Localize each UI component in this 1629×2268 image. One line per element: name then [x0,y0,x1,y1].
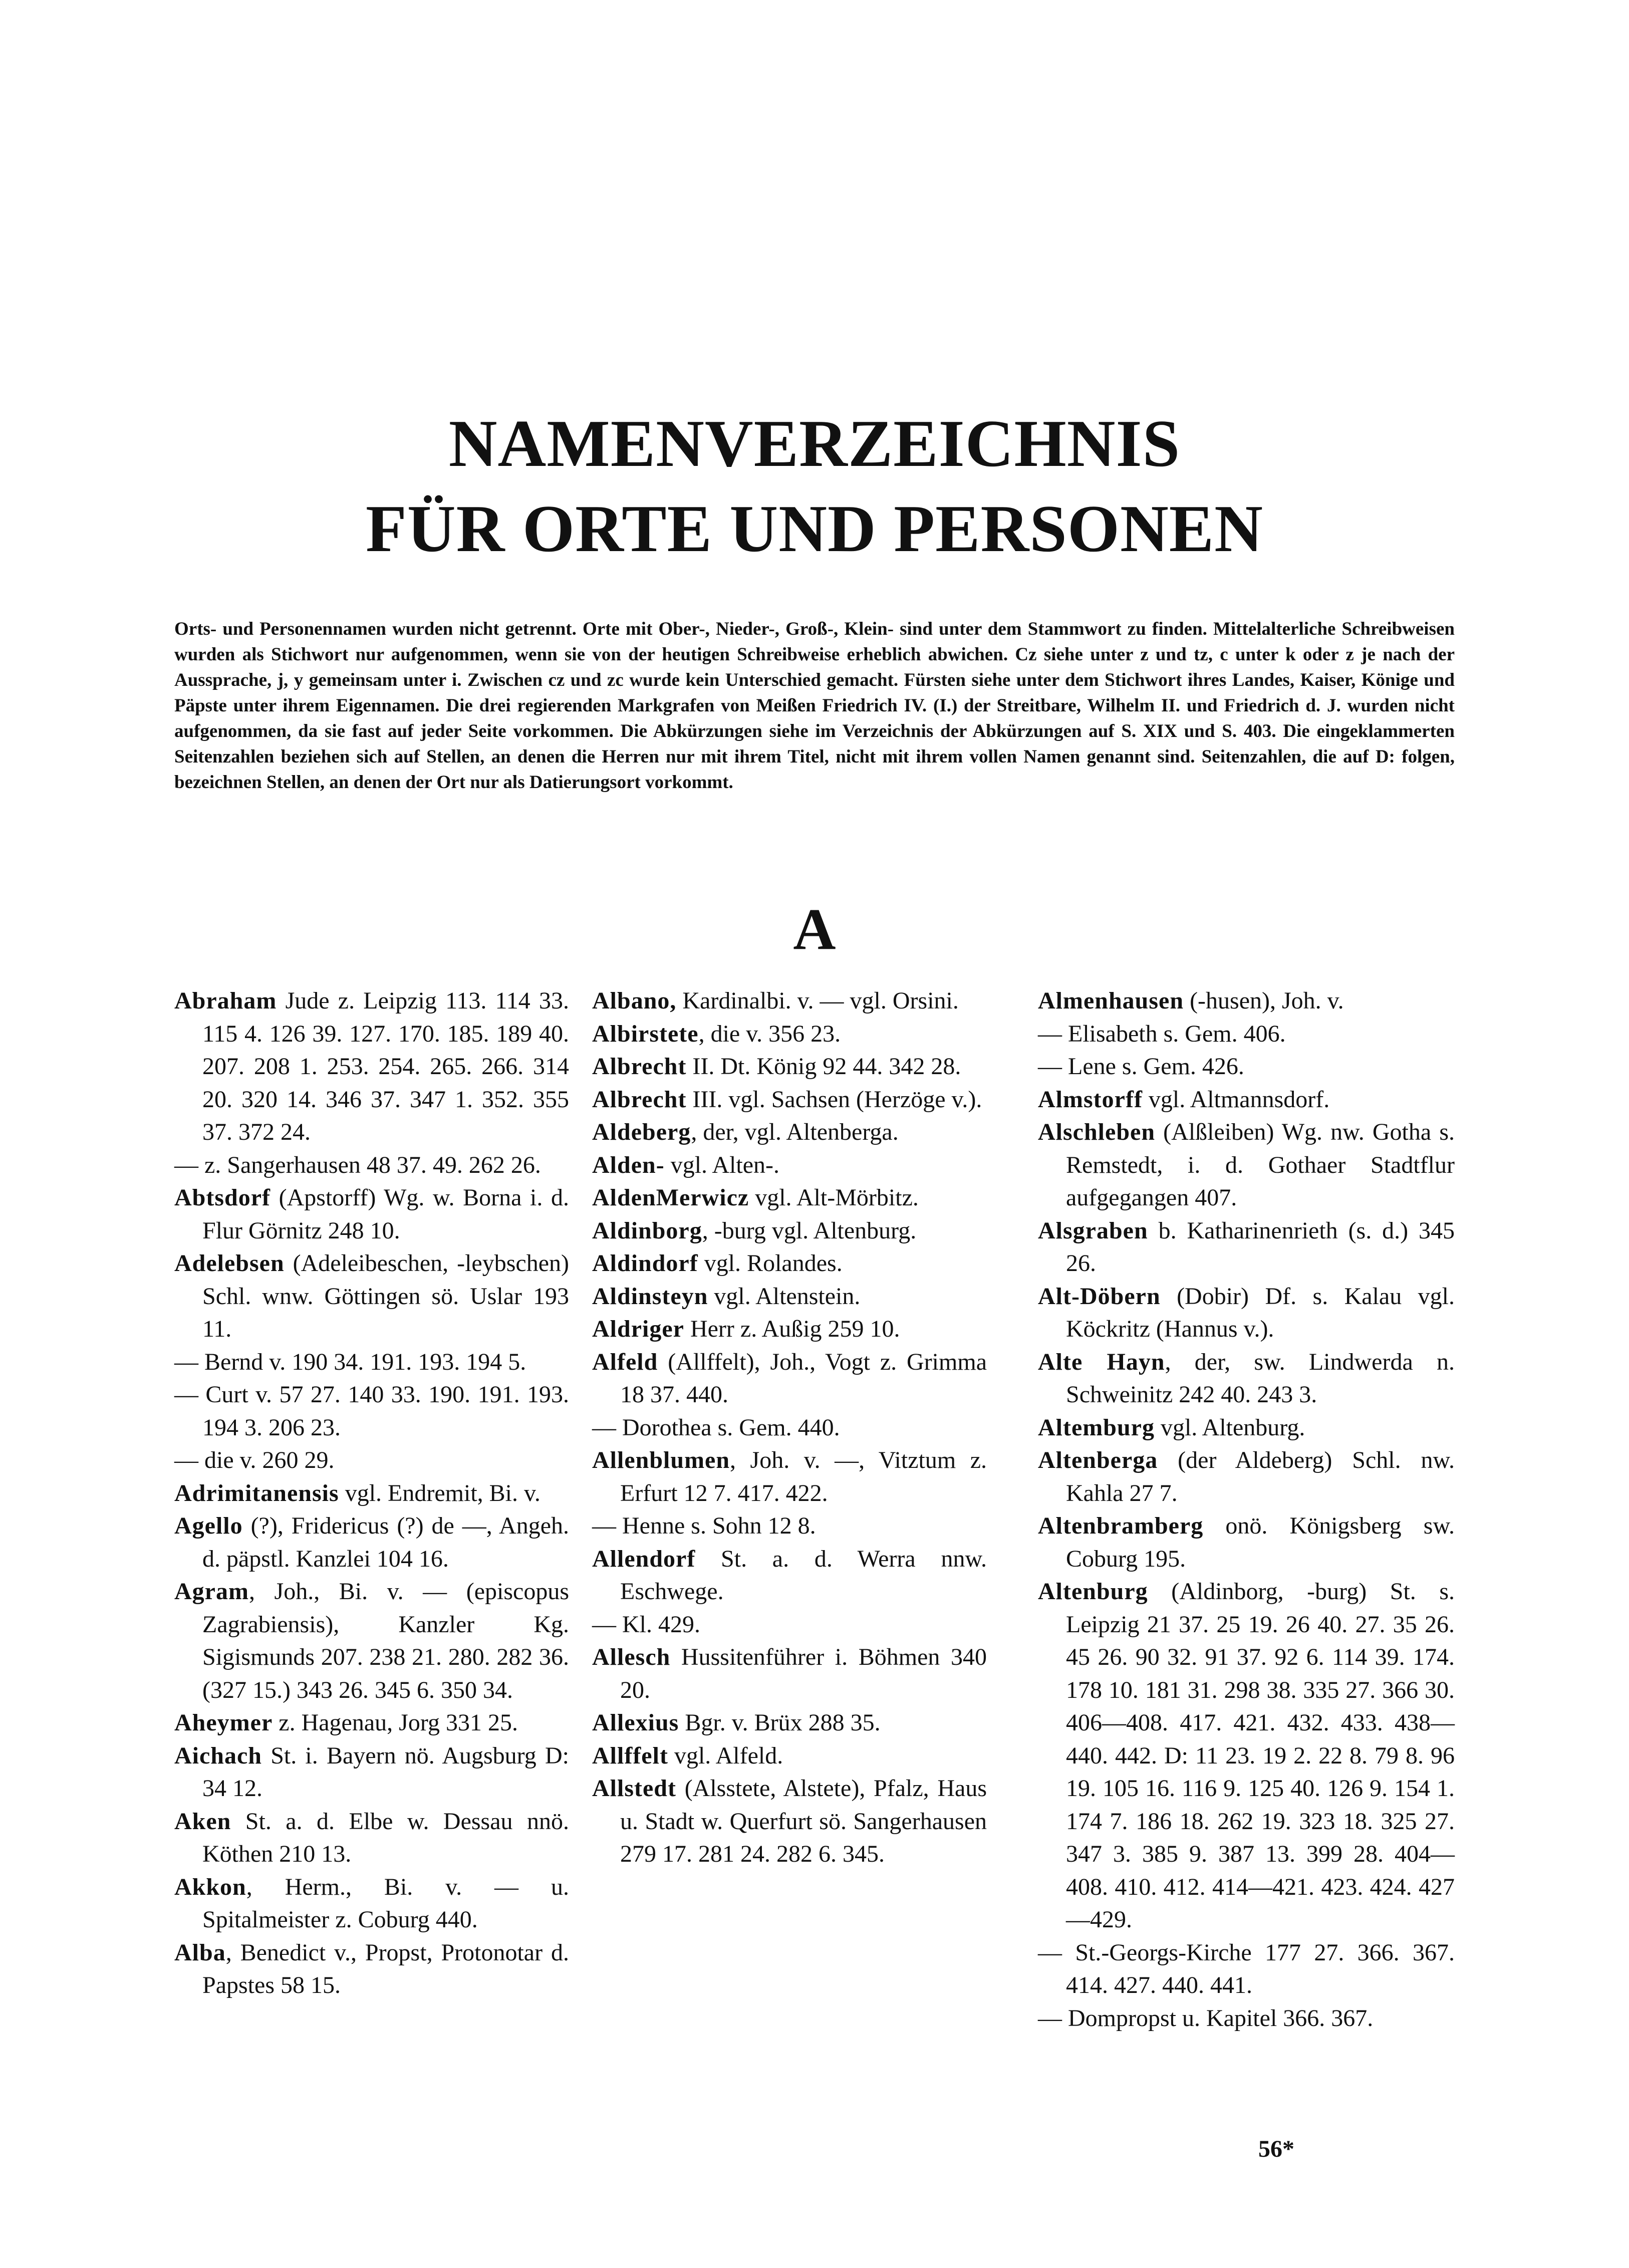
index-entry-text: , Joh., Bi. v. — (episcopus Zagrabiensis), Kanzler Kg. Sigismunds 207. 238 21. 280. 282 36. (327 15.) 343 26. 345 6. 350 34. [202,1578,569,1703]
index-entry [174,1247,569,1346]
index-entry-headword: Alt-Döbern [1038,1283,1161,1310]
index-entry-headword: Aldriger [592,1316,684,1342]
index-entry-text: z. Hagenau, Jorg 331 25. [273,1709,518,1736]
index-entry [1038,1575,1455,1936]
index-entry-text: Kardinalbi. v. — vgl. Orsini. [676,987,959,1014]
index-entry [592,1313,987,1346]
index-entry-text: St. a. d. Werra nnw. Eschwege. [620,1545,987,1605]
index-entry-text: , der, vgl. Altenberga. [691,1119,899,1145]
index-entry-headword: Albano, [592,987,677,1014]
index-entry-text: Bgr. v. Brüx 288 35. [679,1709,881,1736]
index-entry-headword: Aldinsteyn [592,1283,708,1310]
index-entry [174,1181,569,1247]
index-entry-text: Herr z. Außig 259 10. [684,1316,900,1342]
index-entry [592,1739,987,1773]
index-entry-headword: Albirstete [592,1020,699,1047]
index-column-2 [592,984,987,1871]
index-entry [1038,1509,1455,1575]
index-entry [592,1149,987,1182]
index-entry-headword: Allstedt [592,1775,676,1802]
index-entry [174,1149,569,1182]
index-entry-headword: Alte Hayn [1038,1348,1165,1375]
index-entry-text: — St.-Georgs-Kirche 177 27. 366. 367. 414. 427. 440. 441. [1038,1939,1455,1998]
index-entry-text: — z. Sangerhausen 48 37. 49. 262 26. [174,1151,541,1178]
index-entry-headword: Altenburg [1038,1578,1148,1605]
index-entry [174,1444,569,1477]
index-entry [174,1805,569,1871]
index-entry [592,1509,987,1543]
page-number: 56* [1258,2136,1294,2162]
index-entry-text: (Apstorff) Wg. w. Borna i. d. Flur Görnitz 248 10. [202,1184,569,1244]
page-title-line-1: NAMENVERZEICHNIS [448,406,1181,480]
index-entry [174,1936,569,2002]
index-entry-headword: AldenMerwicz [592,1184,749,1211]
index-entry [592,1116,987,1149]
index-entry-text: , -burg vgl. Altenburg. [702,1217,917,1244]
index-entry-headword: Allesch [592,1644,671,1670]
index-column-3 [1038,984,1455,2035]
index-entry [592,984,987,1018]
index-entry [592,1050,987,1083]
index-entry [1038,1018,1455,1051]
index-entry-text: , Benedict v., Propst, Protonotar d. Papstes 58 15. [202,1939,569,1998]
index-entry-headword: Abtsdorf [174,1184,271,1211]
index-entry-text: — Henne s. Sohn 12 8. [592,1513,816,1539]
index-entry-headword: Agram [174,1578,249,1605]
index-entry-headword: Aldindorf [592,1250,698,1277]
index-entry-headword: Altenberga [1038,1447,1158,1473]
index-entry-headword: Adrimitanensis [174,1479,339,1506]
index-entry-text: vgl. Altmannsdorf. [1142,1086,1330,1113]
intro-paragraph: Orts- und Personennamen wurden nicht getrennt. Orte mit Ober-, Nieder-, Groß-, Klein- sind unter dem Stammwort zu finden. Mittelalterliche Schreibweisen wurden als Stichwort nur aufgenommen, wenn sie von der heutigen Schreibweise erheblich abwichen. Cz siehe unter z und tz, c unter k oder z je nach der Aussprache, j, y gemeinsam unter i. Zwischen cz und zc wurde kein Unterschied gemacht. Fürsten siehe unter dem Stichwort ihres Landes, Kaiser, Könige und Päpste unter ihrem Eigennamen. Die drei regierenden Markgrafen von Meißen Friedrich IV. (I.) der Streitbare, Wilhelm II. und Friedrich d. J. wurden nicht aufgenommen, da sie fast auf jeder Seite vorkommen. Die Abkürzungen siehe im Verzeichnis der Abkürzungen auf S. XIX und S. 403. Die eingeklammerten Seitenzahlen beziehen sich auf Stellen, an denen die Herren nur mit ihrem Titel, nicht mit ihrem vollen Namen genannt sind. Seitenzahlen, die auf D: folgen, bezeichnen Stellen, an denen der Ort nur als Datierungsort vorkommt. [174,619,1455,793]
index-entry-headword: Aichach [174,1742,262,1769]
index-entry [592,1543,987,1608]
index-entry [1038,1936,1455,2002]
index-entry-text: vgl. Endremit, Bi. v. [339,1479,540,1506]
index-entry-text: Hussitenführer i. Böhmen 340 20. [620,1644,987,1703]
index-entry [174,1346,569,1379]
index-entry-text: — Dorothea s. Gem. 440. [592,1414,840,1441]
index-entry-headword: Altemburg [1038,1414,1155,1441]
index-entry-headword: Adelebsen [174,1250,285,1277]
index-entry-headword: Akkon [174,1873,246,1900]
index-entry [592,1641,987,1706]
index-entry-text: — Curt v. 57 27. 140 33. 190. 191. 193. 194 3. 206 23. [174,1381,569,1441]
index-entry [174,1739,569,1805]
index-entry [592,1214,987,1247]
index-entry [1038,1444,1455,1509]
index-entry-headword: Allenblumen [592,1447,730,1473]
index-entry-text: (Adeleibeschen, -leybschen) Schl. wnw. Göttingen sö. Uslar 193 11. [202,1250,569,1342]
index-column-1 [174,984,569,2002]
index-entry [592,1608,987,1641]
index-entry [1038,1346,1455,1411]
index-entry-headword: Aldeberg [592,1119,691,1145]
index-entry-text: vgl. Altenburg. [1154,1414,1305,1441]
index-entry [1038,1280,1455,1346]
index-entry [592,1280,987,1313]
index-entry [1038,1050,1455,1083]
index-entry-headword: Aken [174,1808,231,1835]
index-entry-text: — Elisabeth s. Gem. 406. [1038,1020,1286,1047]
index-entry [174,1509,569,1575]
index-entry-headword: Alfeld [592,1348,658,1375]
index-entry [592,1247,987,1280]
index-entry [1038,1411,1455,1444]
index-entry-headword: Albrecht [592,1086,687,1113]
index-entry-headword: Almstorff [1038,1086,1143,1113]
index-entry [174,984,569,1149]
index-entry-text: vgl. Rolandes. [698,1250,843,1277]
index-entry-text: vgl. Altenstein. [708,1283,861,1310]
index-entry [1038,1116,1455,1214]
index-entry-headword: Allendorf [592,1545,696,1572]
index-entry-headword: Alschleben [1038,1119,1156,1145]
index-entry-text: vgl. Alt-Mörbitz. [749,1184,919,1211]
index-entry [592,1772,987,1871]
index-entry-headword: Alsgraben [1038,1217,1148,1244]
index-entry [174,1871,569,1936]
index-entry-text: b. Katharinenrieth (s. d.) 345 26. [1066,1217,1455,1277]
index-entry [592,1411,987,1444]
section-letter-heading: A [793,896,836,962]
index-entry-text: (der Aldeberg) Schl. nw. Kahla 27 7. [1066,1447,1455,1506]
index-entry-headword: Almenhausen [1038,987,1184,1014]
index-entry-headword: Agello [174,1513,243,1539]
index-entry [174,1706,569,1739]
index-entry [174,1575,569,1706]
index-entry-headword: Aheymer [174,1709,273,1736]
index-entry-headword: Allffelt [592,1742,668,1769]
index-entry-text: (Dobir) Df. s. Kalau vgl. Köckritz (Hannus v.). [1066,1283,1455,1342]
index-entry [592,1083,987,1116]
index-entry-text: , Joh. v. —, Vitztum z. Erfurt 12 7. 417. 422. [620,1447,987,1506]
index-entry-headword: Aldinborg [592,1217,702,1244]
index-entry-text: (Aldinborg, -burg) St. s. Leipzig 21 37. 25 19. 26 40. 27. 35 26. 45 26. 90 32. 91 37. 92 6. 114 39. 174. 178 10. 181 31. 298 38. 335 27. 366 30. 406—408. 417. 421. 432. 433. 438—440. 442. D: 11 23. 19 2. 22 8. 79 8. 96 19. 105 16. 116 9. 125 40. 126 9. 154 1. 174 7. 186 18. 262 19. 323 18. 325 27. 347 3. 385 9. 387 13. 399 28. 404—408. 410. 412. 414—421. 423. 424. 427—429. [1066,1578,1455,1933]
index-entry-headword: Allexius [592,1709,679,1736]
index-entry [174,1477,569,1510]
index-entry-headword: Alba [174,1939,226,1966]
index-entry-text: — Bernd v. 190 34. 191. 193. 194 5. [174,1348,526,1375]
index-entry-text: — Lene s. Gem. 426. [1038,1053,1244,1080]
index-entry [592,1018,987,1051]
index-entry-text: St. a. d. Elbe w. Dessau nnö. Köthen 210 13. [202,1808,569,1867]
index-entry-text: — Kl. 429. [592,1611,700,1638]
index-entry-text: St. i. Bayern nö. Augsburg D: 34 12. [202,1742,569,1802]
page-title-line-2: FÜR ORTE UND PERSONEN [366,491,1263,566]
index-entry [592,1444,987,1509]
index-entry-text: III. vgl. Sachsen (Herzöge v.). [686,1086,982,1113]
index-entry-headword: Albrecht [592,1053,687,1080]
index-entry-text: vgl. Alten-. [664,1151,779,1178]
index-entry-text: (?), Fridericus (?) de —, Angeh. d. päpstl. Kanzlei 104 16. [202,1513,569,1572]
index-entry-text: — die v. 260 29. [174,1447,335,1473]
index-entry-text: Jude z. Leipzig 113. 114 33. 115 4. 126 39. 127. 170. 185. 189 40. 207. 208 1. 253. 254. 265. 266. 314 20. 320 14. 346 37. 347 1. 352. 355 37. 372 24. [202,987,569,1145]
index-entry [1038,1083,1455,1116]
index-entry [1038,984,1455,1018]
index-entry-headword: Alden- [592,1151,665,1178]
index-entry-headword: Abraham [174,987,277,1014]
index-entry-text: (-husen), Joh. v. [1184,987,1344,1014]
index-entry [1038,1214,1455,1280]
index-columns [174,984,1455,2127]
index-entry [592,1346,987,1411]
index-entry-text: — Dompropst u. Kapitel 366. 367. [1038,2004,1374,2032]
index-entry [1038,2002,1455,2035]
index-entry-text: , die v. 356 23. [698,1020,841,1047]
index-entry [174,1378,569,1444]
index-entry-headword: Altenbramberg [1038,1513,1204,1539]
index-entry-text: II. Dt. König 92 44. 342 28. [686,1053,961,1080]
index-entry-text: , der, sw. Lindwerda n. Schweinitz 242 40. 243 3. [1066,1348,1455,1408]
index-entry-text: , Herm., Bi. v. — u. Spitalmeister z. Coburg 440. [202,1873,569,1933]
index-entry-text: vgl. Alfeld. [668,1742,783,1769]
index-entry-text: (Alsstete, Alstete), Pfalz, Haus u. Stadt w. Querfurt sö. Sangerhausen 279 17. 281 24. 282 6. 345. [620,1775,987,1867]
index-entry [592,1181,987,1214]
index-entry-text: (Alßleiben) Wg. nw. Gotha s. Remstedt, i. d. Gothaer Stadtflur aufgegangen 407. [1066,1119,1455,1211]
index-entry-text: (Allffelt), Joh., Vogt z. Grimma 18 37. 440. [620,1348,987,1408]
index-entry [592,1706,987,1739]
index-entry-text: onö. Königsberg sw. Coburg 195. [1066,1513,1455,1572]
